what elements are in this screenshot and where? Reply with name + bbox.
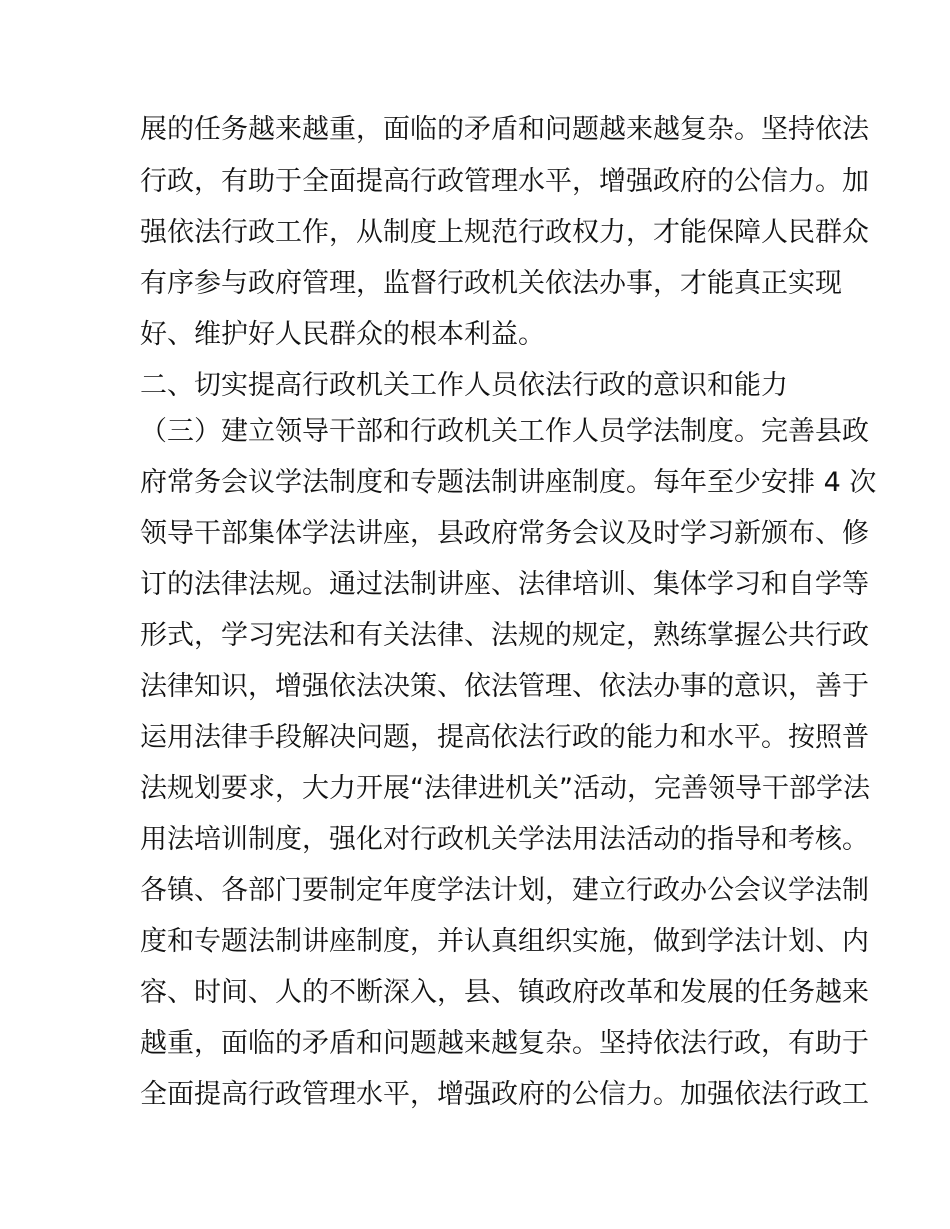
text-line: 用法培训制度，强化对行政机关学法用法活动的指导和考核。	[140, 824, 869, 855]
text-line: 全面提高行政管理水平，增强政府的公信力。加强依法行政工	[140, 1079, 869, 1110]
text-line: 行政，有助于全面提高行政管理水平，增强政府的公信力。加	[140, 166, 869, 197]
text-line: （三）建立领导干部和行政机关工作人员学法制度。完善县政	[140, 416, 869, 447]
text-line: 各镇、各部门要制定年度学法计划，建立行政办公会议学法制	[140, 875, 869, 906]
text-line: 法规划要求，大力开展“法律进机关”活动，完善领导干部学法	[140, 773, 870, 804]
text-line: 越重，面临的矛盾和问题越来越复杂。坚持依法行政，有助于	[140, 1028, 869, 1059]
text-line: 有序参与政府管理，监督行政机关依法办事，才能真正实现	[140, 268, 842, 299]
text-line: 好、维护好人民群众的根本利益。	[140, 319, 545, 350]
text-line: 领导干部集体学法讲座，县政府常务会议及时学习新颁布、修	[140, 518, 869, 549]
text-line: 订的法律法规。通过法制讲座、法律培训、集体学习和自学等	[140, 569, 869, 600]
text-line: 府常务会议学法制度和专题法制讲座制度。每年至少安排 4 次	[140, 467, 877, 498]
text-line: 运用法律手段解决问题，提高依法行政的能力和水平。按照普	[140, 722, 869, 753]
text-line: 形式，学习宪法和有关法律、法规的规定，熟练掌握公共行政	[140, 620, 869, 651]
text-line: 强依法行政工作，从制度上规范行政权力，才能保障人民群众	[140, 217, 869, 248]
text-line: 展的任务越来越重，面临的矛盾和问题越来越复杂。坚持依法	[140, 114, 869, 145]
text-line: 法律知识，增强依法决策、依法管理、依法办事的意识，善于	[140, 671, 869, 702]
text-line: 度和专题法制讲座制度，并认真组织实施，做到学法计划、内	[140, 926, 869, 957]
text-line: 容、时间、人的不断深入，县、镇政府改革和发展的任务越来	[140, 977, 869, 1008]
section-heading: 二、切实提高行政机关工作人员依法行政的意识和能力	[140, 370, 788, 401]
